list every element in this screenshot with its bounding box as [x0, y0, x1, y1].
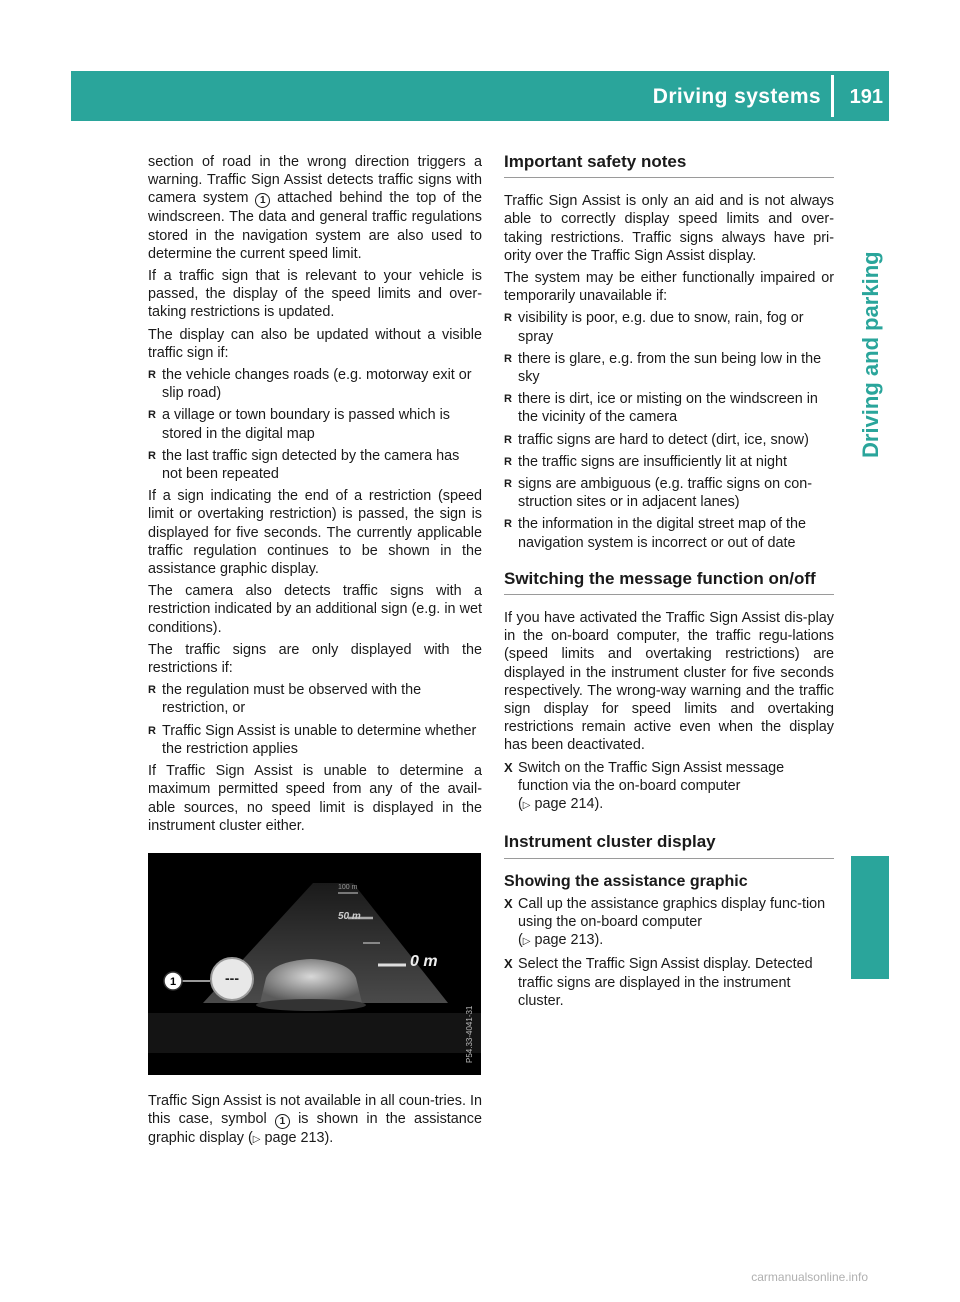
step-item: X Call up the assistance graphics display func-tion using the on-board computer (▷ page 213). [504, 895, 834, 952]
list-item: R there is dirt, ice or misting on the windscreen in the vicinity of the camera [504, 390, 834, 426]
left-column [148, 153, 482, 1154]
page-ref-arrow-icon: ▷ [252, 1134, 261, 1146]
side-tab-block [851, 856, 889, 979]
label-50: 50 m [338, 910, 361, 922]
list-item: R the vehicle changes roads (e.g. motorway exit or slip road) [148, 366, 482, 402]
header-divider [831, 75, 834, 117]
subheading-graphic: Showing the assistance graphic [504, 872, 748, 890]
list-item: R the traffic signs are insufficiently lit at night [504, 453, 834, 471]
list-item: R the regulation must be observed with the restriction, or [148, 681, 482, 717]
list-item: R a village or town boundary is passed which is stored in the digital map [148, 406, 482, 442]
paragraph: If a sign indicating the end of a restriction (speed limit or overtaking restriction) is passed, the sign is displayed for five seconds. The currently applicable traffic regulation continues to be shown in the assistance graphic display. [148, 488, 482, 578]
callout-symbol: 1 [255, 193, 270, 208]
list-item: R the information in the digital street map of the navigation system is incorrect or out of date [504, 515, 834, 551]
list-item: R there is glare, e.g. from the sun being low in the sky [504, 350, 834, 386]
label-100: 100 m [338, 883, 358, 891]
heading-cluster: Instrument cluster display [504, 833, 834, 858]
step-item: X Select the Traffic Sign Assist display. Detected traffic signs are displayed in the instrument cluster. [504, 955, 834, 1010]
assistance-graphic-figure [148, 853, 481, 1075]
figure-code: P54.33-4041-31 [465, 1005, 474, 1063]
paragraph: If a traffic sign that is relevant to your vehicle is passed, the display of the speed limits and over-taking restrictions is updated. [148, 268, 482, 321]
callout-symbol: 1 [275, 1114, 290, 1129]
paragraph: The traffic signs are only displayed with the restrictions if: [148, 641, 482, 677]
paragraph: The camera also detects traffic signs with a restriction indicated by an additional sign (e.g. in wet conditions). [148, 583, 482, 636]
page-number: 191 [849, 86, 883, 108]
list-item: R the last traffic sign detected by the camera has not been repeated [148, 447, 482, 483]
paragraph: Traffic Sign Assist is only an aid and is not always able to correctly display speed limits and over-taking restrictions. Traffic signs always have pri-ority over the Traffic Sign Assist display. [504, 193, 834, 264]
side-tab-label: Driving and parking [858, 251, 883, 458]
header-bar [71, 71, 889, 121]
page-ref-arrow-icon: ▷ [522, 800, 531, 812]
traffic-sign-label: --- [225, 969, 239, 986]
paragraph: If Traffic Sign Assist is unable to determine a maximum permitted speed from any of the avail-able sources, no speed limit is displayed in the instrument cluster either. [148, 763, 482, 834]
list-item: R visibility is poor, e.g. due to snow, rain, fog or spray [504, 309, 834, 345]
paragraph: The system may be either functionally impaired or temporarily unavailable if: [504, 270, 834, 305]
callout-number: 1 [169, 975, 177, 988]
heading-switch: Switching the message function on/off [504, 570, 834, 595]
page-ref-arrow-icon: ▷ [522, 936, 531, 948]
paragraph: If you have activated the Traffic Sign Assist dis-play in the on-board computer, the traffic regu-lations (speed limits and overtaking restrictions) are displayed in the instrument cluster for five seconds respectively. The wrong-way warning and the traffic sign display for speed limits and overtaking restrictions remain active even when the display has been deactivated. [504, 610, 834, 754]
right-column [504, 153, 834, 1014]
paragraph: Traffic Sign Assist is not available in all coun-tries. In this case, symbol 1 is shown in the assistance graphic display (▷ page 213). [148, 1093, 482, 1147]
list-item: R Traffic Sign Assist is unable to determine whether the restriction applies [148, 722, 482, 758]
paragraph: The display can also be updated without a visible traffic sign if: [148, 326, 482, 361]
list-item: R signs are ambiguous (e.g. traffic signs on con-struction sites or in adjacent lanes) [504, 475, 834, 511]
paragraph: section of road in the wrong direction triggers a warning. Traffic Sign Assist detects traffic signs with camera system 1 attached behind the top of the windscreen. The data and general traffic regulations stored in the navigation system are also used to determine the current speed limit. [148, 154, 482, 262]
section-title: Driving systems [652, 85, 821, 108]
heading-safety: Important safety notes [504, 153, 834, 178]
watermark: carmanualsonline.info [751, 1270, 868, 1284]
list-item: R traffic signs are hard to detect (dirt, ice, snow) [504, 431, 834, 449]
step-item: X Switch on the Traffic Sign Assist message function via the on-board computer (▷ page 214). [504, 759, 834, 816]
label-0: 0 m [410, 952, 438, 970]
